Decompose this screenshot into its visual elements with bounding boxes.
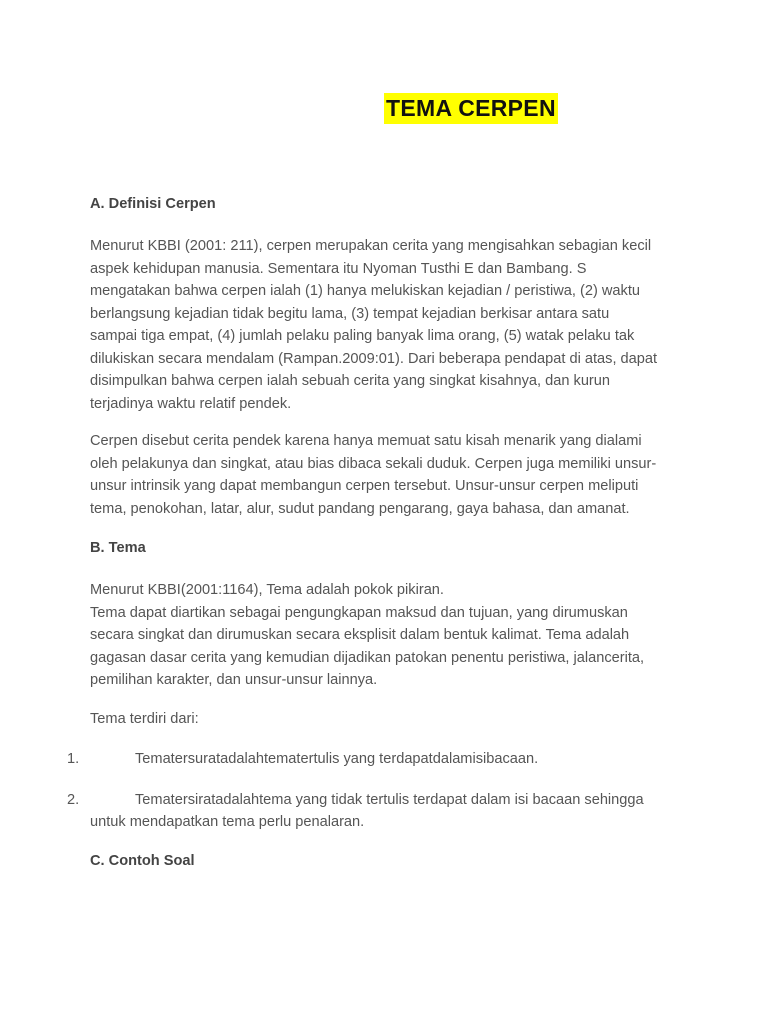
paragraph-cerpen-pendek (90, 430, 710, 520)
document-title: TEMA CERPEN (384, 93, 558, 124)
text-line: disimpulkan bahwa cerpen ialah sebuah cerita yang singkat kisahnya, dan kurun (90, 373, 611, 389)
text-line: dilukiskan secara mendalam (Rampan.2009:01). Dari beberapa pendapat di atas, dapat (90, 350, 658, 367)
list-item-continuation: untuk mendapatkan tema perlu penalaran. (90, 814, 365, 830)
text-line: mengatakan bahwa cerpen ialah (1) hanya melukiskan kejadian / peristiwa, (2) waktu (90, 283, 640, 299)
text-line: Menurut KBBI(2001:1164), Tema adalah pokok pikiran. (90, 582, 444, 598)
text-line: oleh pelakunya dan singkat, atau bias dibaca sekali duduk. Cerpen juga memiliki unsur- (90, 455, 657, 472)
text-line: secara singkat dan dirumuskan secara eksplisit dalam bentuk kalimat. Tema adalah (90, 627, 630, 643)
paragraph-definisi (90, 235, 710, 415)
list-item-text: Tematersuratadalahtematertulis yang terdapatdalamisibacaan. (135, 751, 539, 767)
heading-contoh-soal: C. Contoh Soal (90, 853, 195, 869)
text-line: unsur intrinsik yang dapat membangun cerpen tersebut. Unsur-unsur cerpen meliputi (90, 478, 639, 494)
text-line: tema, penokohan, latar, alur, sudut pandang pengarang, gaya bahasa, dan amanat. (90, 500, 630, 517)
text-line: aspek kehidupan manusia. Sementara itu Nyoman Tusthi E dan Bambang. S (90, 260, 587, 277)
tema-intro: Tema terdiri dari: (90, 711, 199, 727)
text-line: gagasan dasar cerita yang kemudian dijadikan patokan penentu peristiwa, jalancerita, (90, 649, 645, 666)
list-item-text: Tematersiratadalahtema yang tidak tertulis terdapat dalam isi bacaan sehingga (135, 792, 644, 808)
text-line: sampai tiga empat, (4) jumlah pelaku paling banyak lima orang, (5) watak pelaku tak (90, 328, 635, 344)
heading-tema: B. Tema (90, 540, 146, 556)
text-line: Cerpen disebut cerita pendek karena hanya memuat satu kisah menarik yang dialami (90, 433, 642, 449)
text-line: pemilihan karakter, dan unsur-unsur lainnya. (90, 672, 378, 688)
heading-definisi-cerpen: A. Definisi Cerpen (90, 196, 216, 212)
text-line: Tema dapat diartikan sebagai pengungkapan maksud dan tujuan, yang dirumuskan (90, 604, 628, 621)
text-line: berlangsung kejadian tidak begitu lama, (3) tempat kejadian berkisar antara satu (90, 305, 610, 322)
paragraph-tema (90, 579, 710, 692)
text-line: Menurut KBBI (2001: 211), cerpen merupakan cerita yang mengisahkan sebagian kecil (90, 238, 652, 254)
list-number: 2. (67, 792, 80, 808)
list-number: 1. (67, 751, 80, 767)
text-line: terjadinya waktu relatif pendek. (90, 395, 292, 412)
